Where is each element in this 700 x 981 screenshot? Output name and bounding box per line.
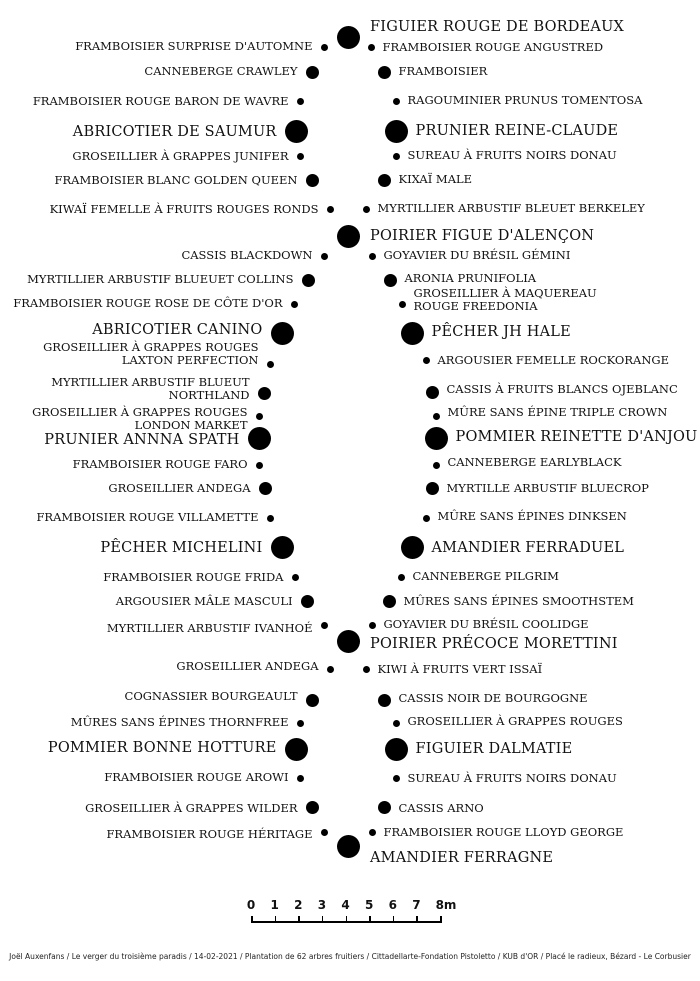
tree-label-line: GROSEILLIER À GRAPPES ROUGES [32,405,248,419]
tree-label: COGNASSIER BOURGEAULT [124,689,298,703]
tree-label: GROSEILLIER ANDEGA [108,481,251,495]
tree-label: PRUNIER REINE-CLAUDE [415,123,619,139]
tree-label: FRAMBOISIER ROUGE HÉRITAGE [106,827,313,841]
tree-label: PÊCHER MICHELINI [100,540,263,556]
tree-dot [301,595,314,608]
tree-label: AMANDIER FERRAGNE [370,850,554,866]
scale-tick-label: 8m [435,898,457,912]
tree-dot [369,253,376,260]
tree-dot [426,482,439,495]
tree-dot [302,274,315,287]
tree-dot [258,387,271,400]
tree-label: ABRICOTIER CANINO [92,322,263,338]
scale-tick-label: 6 [388,898,397,912]
tree-dot [321,44,328,51]
tree-dot [401,322,424,345]
scale-bar [245,898,457,928]
tree-label: CASSIS BLACKDOWN [181,248,313,262]
tree-dot [297,153,304,160]
tree-label: CANNEBERGE CRAWLEY [144,64,298,78]
scale-tick [393,916,395,923]
tree-label-line: LAXTON PERFECTION [121,353,259,368]
tree-label: MYRTILLIER ARBUSTIF BLEUET BERKELEY [377,201,645,215]
scale-tick-label: 4 [341,898,350,912]
tree-label: POMMIER BONNE HOTTURE [47,740,277,756]
tree-label: ARGOUSIER MÂLE MASCULI [115,594,293,608]
tree-dot [306,174,319,187]
tree-dot [337,835,360,858]
tree-label: ARONIA PRUNIFOLIA [404,271,537,285]
tree-dot [321,253,328,260]
scale-tick [369,916,371,923]
tree-label: CASSIS NOIR DE BOURGOGNE [398,691,588,705]
tree-dot [383,595,396,608]
tree-label: MYRTILLIER ARBUSTIF IVANHOÉ [106,621,313,635]
tree-dot [401,536,424,559]
tree-dot [378,694,391,707]
tree-label: ARGOUSIER FEMELLE ROCKORANGE [437,353,669,367]
tree-label: PRUNIER ANNNA SPATH [44,432,240,448]
tree-label: POMMIER REINETTE D'ANJOU [455,429,698,445]
tree-label: GOYAVIER DU BRÉSIL COOLIDGE [383,617,589,631]
tree-dot [306,694,319,707]
tree-label: FRAMBOISIER ROUGE FARO [72,457,248,471]
scale-tick [251,916,253,923]
tree-label: GROSEILLIER À GRAPPES ROUGES [407,714,623,728]
tree-label [414,287,597,313]
scale-tick [416,916,418,923]
tree-label: CASSIS ARNO [398,801,484,815]
tree-label: FIGUIER DALMATIE [415,741,573,757]
tree-dot [398,574,405,581]
tree-label: POIRIER PRÉCOCE MORETTINI [370,636,618,652]
tree-label: KIWAÏ FEMELLE À FRUITS ROUGES RONDS [49,202,319,216]
tree-dot [385,738,408,761]
scale-tick-label: 2 [294,898,303,912]
scale-tick [298,916,300,923]
tree-label: SUREAU À FRUITS NOIRS DONAU [407,148,617,162]
tree-dot [337,26,360,49]
tree-dot [425,427,448,450]
tree-dot [248,427,271,450]
tree-label-line: GROSEILLIER À MAQUEREAU [413,286,597,300]
tree-dot [321,622,328,629]
tree-dot [291,301,298,308]
tree-label: MÛRE SANS ÉPINE TRIPLE CROWN [447,405,668,419]
scale-tick-label: 1 [270,898,279,912]
tree-label: MÛRES SANS ÉPINES SMOOTHSTEM [403,594,634,608]
tree-dot [306,801,319,814]
tree-label: FRAMBOISIER BLANC GOLDEN QUEEN [54,173,298,187]
tree-label: MÛRES SANS ÉPINES THORNFREE [70,715,289,729]
tree-dot [327,666,334,673]
tree-dot [271,322,294,345]
scale-tick [322,916,324,923]
tree-label-line: MYRTILLIER ARBUSTIF BLUEUT [51,375,250,389]
tree-label: FRAMBOISIER ROUGE BARON DE WAVRE [32,94,289,108]
tree-label: PÊCHER JH HALE [431,324,571,340]
tree-dot [256,413,263,420]
tree-label: MYRTILLIER ARBUSTIF BLUEUET COLLINS [27,272,294,286]
tree-label-line: LONDON MARKET [134,418,248,433]
tree-dot [433,462,440,469]
tree-label: FRAMBOISIER ROUGE ANGUSTRED [382,40,604,54]
tree-label-line: GROSEILLIER À GRAPPES ROUGES [43,340,259,354]
tree-label: FRAMBOISIER ROUGE LLOYD GEORGE [383,825,624,839]
scale-tick-label: 3 [317,898,327,912]
tree-dot [297,720,304,727]
tree-label: FRAMBOISIER ROUGE ROSE DE CÔTE D'OR [13,296,283,310]
tree-label: FRAMBOISIER ROUGE VILLAMETTE [36,510,259,524]
tree-dot [337,630,360,653]
tree-dot [337,225,360,248]
tree-label: FRAMBOISIER [398,64,488,78]
tree-label: GROSEILLIER À GRAPPES WILDER [85,801,298,815]
scale-tick [440,916,442,923]
tree-dot [363,666,370,673]
tree-label: FRAMBOISIER ROUGE AROWI [104,770,289,784]
tree-label: CASSIS À FRUITS BLANCS OJEBLANC [446,382,678,396]
tree-label: KIXAÏ MALE [398,172,473,186]
tree-label: KIWI À FRUITS VERT ISSAÏ [377,662,543,676]
tree-label: POIRIER FIGUE D'ALENÇON [370,228,595,244]
tree-dot [267,515,274,522]
tree-label: CANNEBERGE EARLYBLACK [447,455,622,469]
tree-label: SUREAU À FRUITS NOIRS DONAU [407,771,617,785]
tree-label: MÛRE SANS ÉPINES DINKSEN [437,509,627,523]
tree-label: MYRTILLE ARBUSTIF BLUECROP [446,481,649,495]
tree-dot [267,361,274,368]
tree-dot [378,66,391,79]
scale-tick [346,916,348,923]
tree-dot [426,386,439,399]
tree-dot [369,829,376,836]
tree-dot [369,622,376,629]
tree-dot [297,98,304,105]
tree-dot [393,720,400,727]
tree-dot [321,829,328,836]
tree-label: GROSEILLIER À GRAPPES JUNIFER [72,149,289,163]
caption: Joël Auxenfans / Le verger du troisième paradis / 14-02-2021 / Plantation de 62 arbres fruitiers / Cittadellarte-Fondation Pistoletto / KUB d'OR / Placé le radieux, Bézard - Le Corbusier [9,952,691,961]
tree-label [51,376,249,402]
tree-dot [399,301,406,308]
tree-dot [378,174,391,187]
tree-dot [285,738,308,761]
tree-dot [327,206,334,213]
tree-label: ABRICOTIER DE SAUMUR [72,124,277,140]
tree-label: GOYAVIER DU BRÉSIL GÉMINI [383,248,571,262]
tree-dot [306,66,319,79]
scale-tick [275,916,277,923]
tree-label-line: ROUGE FREEDONIA [413,299,538,314]
tree-dot [433,413,440,420]
tree-dot [271,536,294,559]
tree-dot [285,120,308,143]
tree-label: FRAMBOISIER SURPRISE D'AUTOMNE [75,39,313,53]
scale-tick-label: 5 [364,898,374,912]
tree-dot [393,153,400,160]
scale-tick-label: 0 [246,898,256,912]
tree-dot [385,120,408,143]
tree-label [32,406,247,432]
tree-label: GROSEILLIER ANDEGA [176,659,319,673]
tree-dot [368,44,375,51]
tree-dot [378,801,391,814]
tree-label: FIGUIER ROUGE DE BORDEAUX [370,19,625,35]
tree-dot [393,775,400,782]
scale-tick-label: 7 [412,898,421,912]
tree-dot [259,482,272,495]
tree-dot [393,98,400,105]
tree-label-line: NORTHLAND [168,388,250,403]
tree-dot [292,574,299,581]
tree-dot [363,206,370,213]
tree-label: RAGOUMINIER PRUNUS TOMENTOSA [407,93,643,107]
tree-label [43,341,258,367]
tree-label: AMANDIER FERRADUEL [431,540,625,556]
tree-dot [384,274,397,287]
tree-dot [256,462,263,469]
tree-dot [297,775,304,782]
tree-dot [423,357,430,364]
tree-label: FRAMBOISIER ROUGE FRIDA [103,570,284,584]
tree-label: CANNEBERGE PILGRIM [412,569,559,583]
tree-dot [423,515,430,522]
